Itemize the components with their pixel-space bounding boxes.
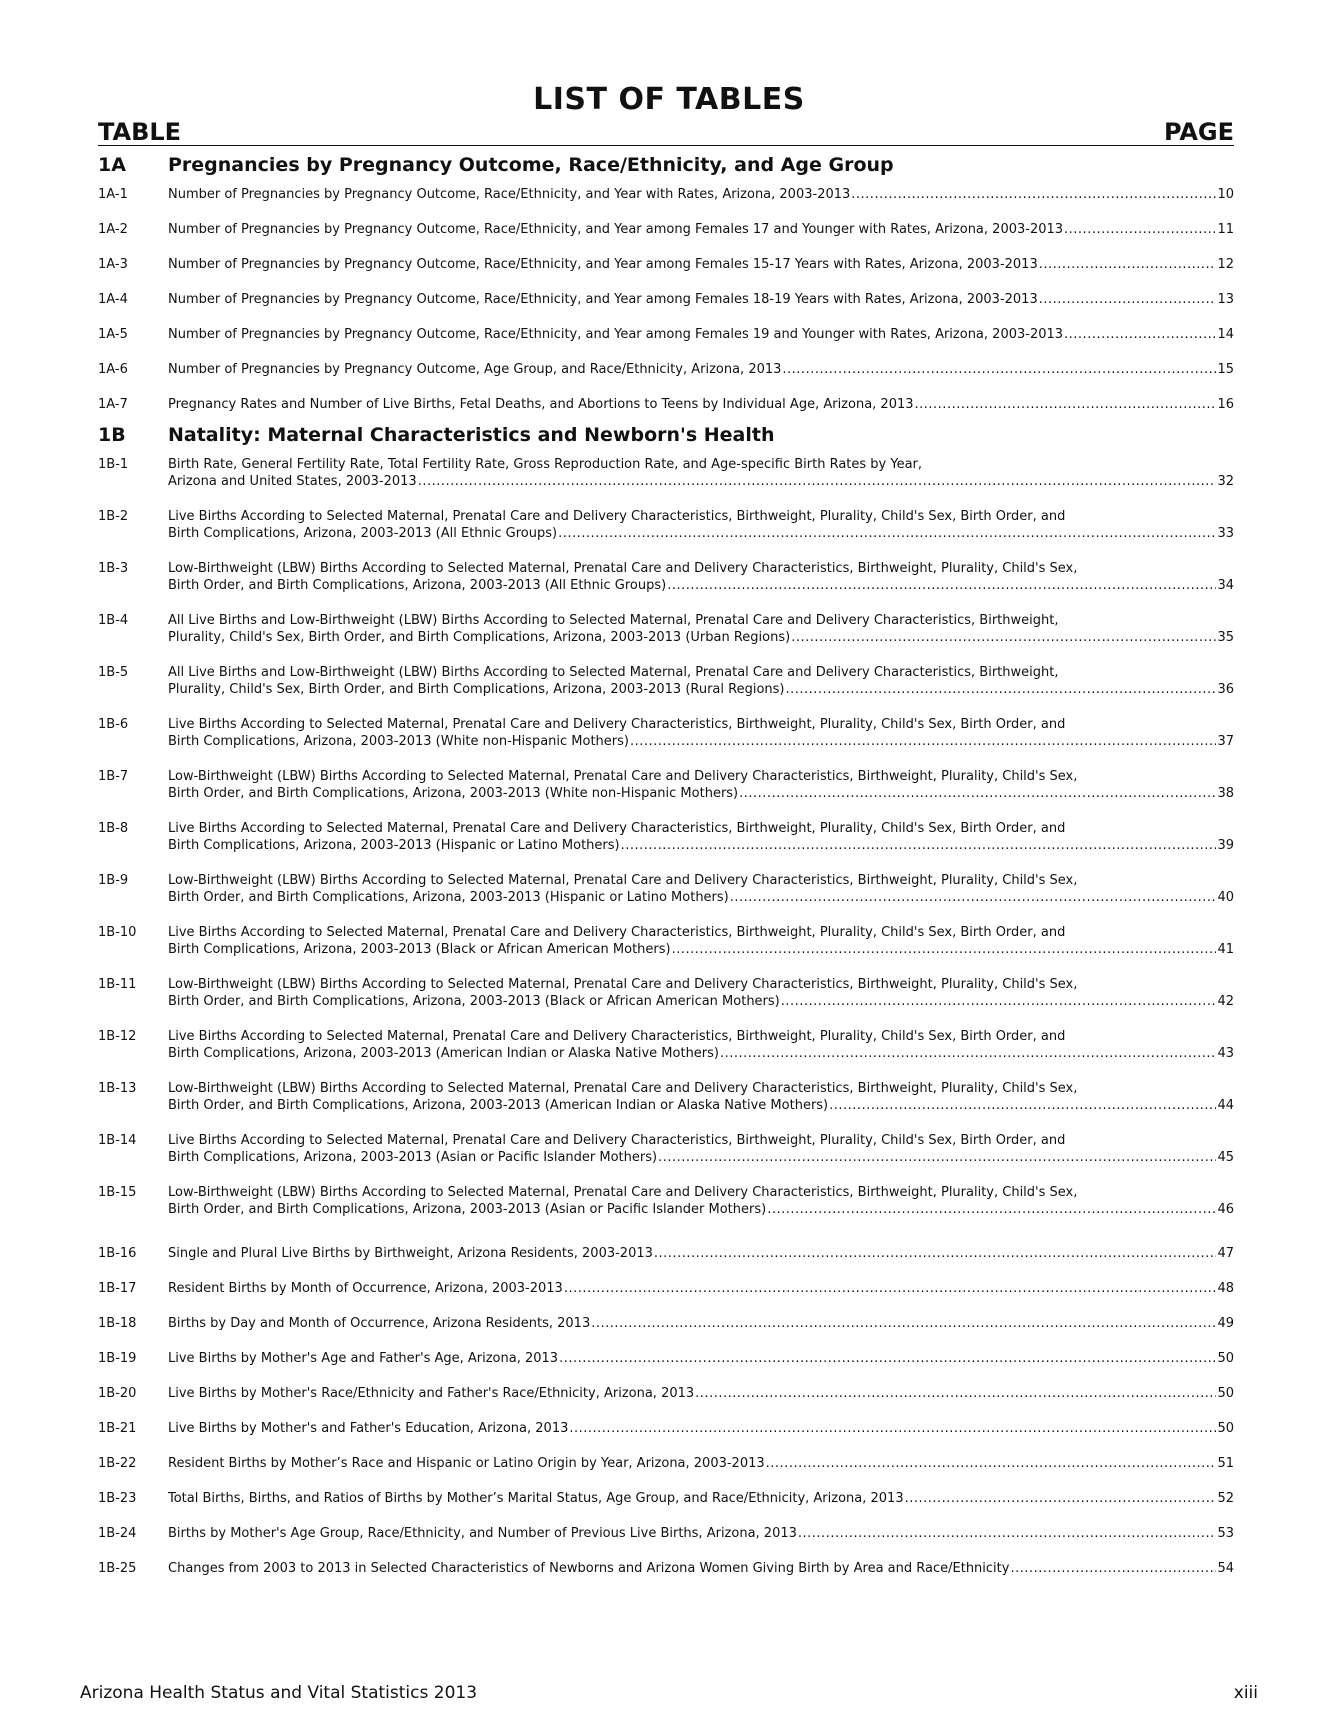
entry-page: 16 (1217, 397, 1234, 412)
dot-leader (695, 1385, 1216, 1402)
entry-title-line: Low-Birthweight (LBW) Births According to Selected Maternal, Prenatal Care and Delivery Characteristics, Birthweight, Plurality, Child's Sex, (168, 769, 1078, 784)
entry-number: 1B-23 (98, 1491, 137, 1506)
dot-leader (630, 733, 1216, 750)
section-number: 1B (98, 424, 126, 446)
dot-leader (915, 396, 1217, 413)
entry-title-line: Birth Order, and Birth Complications, Arizona, 2003-2013 (American Indian or Alaska Native Mothers) (168, 1098, 829, 1113)
entry-page: 43 (1217, 1046, 1234, 1061)
dot-leader (720, 1045, 1216, 1062)
entry-title: Number of Pregnancies by Pregnancy Outcome, Race/Ethnicity, and Year among Females 17 and Younger with Rates, Arizona, 2003-2013 (168, 222, 1064, 237)
entry-title-line: All Live Births and Low-Birthweight (LBW) Births According to Selected Maternal, Prenatal Care and Delivery Characteristics, Birthweight, (168, 665, 1059, 680)
entry-page: 46 (1217, 1202, 1234, 1217)
entry-title-line: Birth Complications, Arizona, 2003-2013 (Black or African American Mothers) (168, 942, 671, 957)
entry-number: 1B-22 (98, 1456, 137, 1471)
entry-number: 1B-10 (98, 925, 137, 940)
entry-title-line: Birth Order, and Birth Complications, Arizona, 2003-2013 (Hispanic or Latino Mothers) (168, 890, 729, 905)
entry-number: 1A-5 (98, 327, 128, 342)
dot-leader (1064, 326, 1216, 343)
entry-title-line: Low-Birthweight (LBW) Births According to Selected Maternal, Prenatal Care and Delivery Characteristics, Birthweight, Plurality, Child's Sex, (168, 873, 1078, 888)
page-title: LIST OF TABLES (533, 82, 805, 117)
entry-title: Live Births by Mother's Race/Ethnicity and Father's Race/Ethnicity, Arizona, 2013 (168, 1386, 695, 1401)
entry-page: 44 (1217, 1098, 1234, 1113)
entry-page: 37 (1217, 734, 1234, 749)
entry-title: Resident Births by Mother’s Race and Hispanic or Latino Origin by Year, Arizona, 2003-2013 (168, 1456, 765, 1471)
dot-leader (1064, 221, 1216, 238)
entry-number: 1A-1 (98, 187, 128, 202)
entry-title: Resident Births by Month of Occurrence, Arizona, 2003-2013 (168, 1281, 563, 1296)
dot-leader (730, 889, 1217, 906)
dot-leader (658, 1149, 1216, 1166)
dot-leader (767, 1201, 1216, 1218)
column-header (98, 118, 1234, 146)
entry-number: 1A-4 (98, 292, 128, 307)
footer-page-number: xiii (1233, 1683, 1258, 1703)
dot-leader (791, 629, 1216, 646)
entry-number: 1B-16 (98, 1246, 137, 1261)
entry-title-line: All Live Births and Low-Birthweight (LBW) Births According to Selected Maternal, Prenatal Care and Delivery Characteristics, Birthweight, (168, 613, 1059, 628)
entry-title-line: Birth Complications, Arizona, 2003-2013 (Hispanic or Latino Mothers) (168, 838, 620, 853)
entry-title-line: Birth Order, and Birth Complications, Arizona, 2003-2013 (White non-Hispanic Mothers) (168, 786, 739, 801)
entry-number: 1B-19 (98, 1351, 137, 1366)
section-title: Pregnancies by Pregnancy Outcome, Race/Ethnicity, and Age Group (168, 154, 894, 176)
dot-leader (905, 1490, 1217, 1507)
entry-page: 51 (1217, 1456, 1234, 1471)
entry-title-line: Live Births According to Selected Maternal, Prenatal Care and Delivery Characteristics, Birthweight, Plurality, Child's Sex, Birth Order, and (168, 925, 1066, 940)
entry-title-line: Plurality, Child's Sex, Birth Order, and Birth Complications, Arizona, 2003-2013 (Rural Regions) (168, 682, 785, 697)
entry-title-line: Birth Complications, Arizona, 2003-2013 (White non-Hispanic Mothers) (168, 734, 629, 749)
entry-title: Births by Day and Month of Occurrence, Arizona Residents, 2013 (168, 1316, 591, 1331)
entry-title-line: Birth Order, and Birth Complications, Arizona, 2003-2013 (Asian or Pacific Islander Mothers) (168, 1202, 767, 1217)
dot-leader (559, 1350, 1216, 1367)
entry-page: 36 (1217, 682, 1234, 697)
entry-title: Number of Pregnancies by Pregnancy Outcome, Age Group, and Race/Ethnicity, Arizona, 2013 (168, 362, 782, 377)
dot-leader (829, 1097, 1216, 1114)
entry-page: 35 (1217, 630, 1234, 645)
entry-title-line: Birth Complications, Arizona, 2003-2013 (American Indian or Alaska Native Mothers) (168, 1046, 719, 1061)
entry-page: 32 (1217, 474, 1234, 489)
entry-number: 1B-6 (98, 717, 129, 732)
entry-number: 1B-5 (98, 665, 129, 680)
entry-title-line: Birth Order, and Birth Complications, Arizona, 2003-2013 (All Ethnic Groups) (168, 578, 667, 593)
entry-title: Live Births by Mother's Age and Father's Age, Arizona, 2013 (168, 1351, 559, 1366)
entry-number: 1B-12 (98, 1029, 137, 1044)
entry-title: Live Births by Mother's and Father's Education, Arizona, 2013 (168, 1421, 569, 1436)
entry-title: Number of Pregnancies by Pregnancy Outcome, Race/Ethnicity, and Year among Females 18-19 Years with Rates, Arizona, 2003-2013 (168, 292, 1038, 307)
entry-title-line: Birth Complications, Arizona, 2003-2013 (All Ethnic Groups) (168, 526, 558, 541)
entry-page: 50 (1217, 1351, 1234, 1366)
entry-page: 34 (1217, 578, 1234, 593)
dot-leader (1039, 256, 1217, 273)
entry-title: Births by Mother's Age Group, Race/Ethnicity, and Number of Previous Live Births, Arizona, 2013 (168, 1526, 797, 1541)
entry-title-line: Live Births According to Selected Maternal, Prenatal Care and Delivery Characteristics, Birthweight, Plurality, Child's Sex, Birth Order, and (168, 1029, 1066, 1044)
entry-number: 1B-14 (98, 1133, 137, 1148)
table-column-label: TABLE (98, 118, 182, 146)
entry-number: 1B-9 (98, 873, 129, 888)
entry-number: 1B-25 (98, 1561, 137, 1576)
entry-page: 13 (1217, 292, 1234, 307)
entry-page: 50 (1217, 1421, 1234, 1436)
entry-page: 10 (1217, 187, 1234, 202)
entry-title-line: Low-Birthweight (LBW) Births According to Selected Maternal, Prenatal Care and Delivery Characteristics, Birthweight, Plurality, Child's Sex, (168, 977, 1078, 992)
dot-leader (739, 785, 1216, 802)
entry-number: 1A-6 (98, 362, 128, 377)
entry-title: Total Births, Births, and Ratios of Births by Mother’s Marital Status, Age Group, and Race/Ethnicity, Arizona, 2013 (168, 1491, 904, 1506)
entry-page: 50 (1217, 1386, 1234, 1401)
dot-leader (782, 361, 1216, 378)
entry-number: 1B-3 (98, 561, 129, 576)
entry-title: Number of Pregnancies by Pregnancy Outcome, Race/Ethnicity, and Year with Rates, Arizona, 2003-2013 (168, 187, 851, 202)
entry-number: 1B-4 (98, 613, 129, 628)
entry-page: 12 (1217, 257, 1234, 272)
entry-page: 47 (1217, 1246, 1234, 1261)
entry-page: 53 (1217, 1526, 1234, 1541)
entry-number: 1B-18 (98, 1316, 137, 1331)
footer-publication-title: Arizona Health Status and Vital Statistics 2013 (80, 1683, 478, 1703)
entry-number: 1B-13 (98, 1081, 137, 1096)
entry-number: 1B-1 (98, 457, 129, 472)
entry-title: Pregnancy Rates and Number of Live Births, Fetal Deaths, and Abortions to Teens by Individual Age, Arizona, 2013 (168, 397, 914, 412)
entry-title-line: Low-Birthweight (LBW) Births According to Selected Maternal, Prenatal Care and Delivery Characteristics, Birthweight, Plurality, Child's Sex, (168, 1185, 1078, 1200)
entry-page: 49 (1217, 1316, 1234, 1331)
entry-number: 1B-20 (98, 1386, 137, 1401)
entry-title: Changes from 2003 to 2013 in Selected Characteristics of Newborns and Arizona Women Giving Birth by Area and Race/Ethnicity (168, 1561, 1010, 1576)
entry-title-line: Arizona and United States, 2003-2013 (168, 474, 417, 489)
entry-number: 1B-7 (98, 769, 129, 784)
entry-page: 48 (1217, 1281, 1234, 1296)
dot-leader (1039, 291, 1217, 308)
entry-number: 1B-8 (98, 821, 129, 836)
entry-page: 15 (1217, 362, 1234, 377)
entry-title-line: Live Births According to Selected Maternal, Prenatal Care and Delivery Characteristics, Birthweight, Plurality, Child's Sex, Birth Order, and (168, 1133, 1066, 1148)
dot-leader (654, 1245, 1217, 1262)
entry-page: 14 (1217, 327, 1234, 342)
dot-leader (564, 1280, 1217, 1297)
entry-page: 39 (1217, 838, 1234, 853)
entry-number: 1A-7 (98, 397, 128, 412)
dot-leader (558, 525, 1216, 542)
entry-page: 54 (1217, 1561, 1234, 1576)
entry-page: 11 (1217, 222, 1234, 237)
entry-title-line: Birth Rate, General Fertility Rate, Total Fertility Rate, Gross Reproduction Rate, and Age-specific Birth Rates by Year, (168, 457, 923, 472)
entry-title-line: Birth Order, and Birth Complications, Arizona, 2003-2013 (Black or African American Mothers) (168, 994, 780, 1009)
dot-leader (569, 1420, 1216, 1437)
entry-page: 33 (1217, 526, 1234, 541)
page-column-label: PAGE (1163, 118, 1234, 146)
entry-number: 1A-3 (98, 257, 128, 272)
entry-page: 45 (1217, 1150, 1234, 1165)
dot-leader (766, 1455, 1217, 1472)
dot-leader (786, 681, 1217, 698)
dot-leader (781, 993, 1217, 1010)
entry-title-line: Live Births According to Selected Maternal, Prenatal Care and Delivery Characteristics, Birthweight, Plurality, Child's Sex, Birth Order, and (168, 509, 1066, 524)
entry-title-line: Birth Complications, Arizona, 2003-2013 (Asian or Pacific Islander Mothers) (168, 1150, 658, 1165)
dot-leader (672, 941, 1217, 958)
entry-page: 40 (1217, 890, 1234, 905)
dot-leader (418, 473, 1217, 490)
entry-number: 1B-21 (98, 1421, 137, 1436)
entry-title: Single and Plural Live Births by Birthweight, Arizona Residents, 2003-2013 (168, 1246, 653, 1261)
dot-leader (591, 1315, 1216, 1332)
entry-number: 1A-2 (98, 222, 128, 237)
entry-number: 1B-17 (98, 1281, 137, 1296)
dot-leader (851, 186, 1216, 203)
entry-title-line: Low-Birthweight (LBW) Births According to Selected Maternal, Prenatal Care and Delivery Characteristics, Birthweight, Plurality, Child's Sex, (168, 561, 1078, 576)
dot-leader (1010, 1560, 1216, 1577)
entry-title-line: Plurality, Child's Sex, Birth Order, and Birth Complications, Arizona, 2003-2013 (Urban Regions) (168, 630, 791, 645)
entry-title-line: Live Births According to Selected Maternal, Prenatal Care and Delivery Characteristics, Birthweight, Plurality, Child's Sex, Birth Order, and (168, 717, 1066, 732)
entry-page: 42 (1217, 994, 1234, 1009)
entry-number: 1B-15 (98, 1185, 137, 1200)
entry-number: 1B-11 (98, 977, 137, 992)
section-number: 1A (98, 154, 126, 176)
entry-page: 52 (1217, 1491, 1234, 1506)
dot-leader (667, 577, 1216, 594)
entry-number: 1B-2 (98, 509, 129, 524)
dot-leader (798, 1525, 1217, 1542)
entry-title-line: Live Births According to Selected Maternal, Prenatal Care and Delivery Characteristics, Birthweight, Plurality, Child's Sex, Birth Order, and (168, 821, 1066, 836)
entry-title: Number of Pregnancies by Pregnancy Outcome, Race/Ethnicity, and Year among Females 15-17 Years with Rates, Arizona, 2003-2013 (168, 257, 1038, 272)
dot-leader (621, 837, 1217, 854)
entry-page: 38 (1217, 786, 1234, 801)
entry-page: 41 (1217, 942, 1234, 957)
entry-title: Number of Pregnancies by Pregnancy Outcome, Race/Ethnicity, and Year among Females 19 and Younger with Rates, Arizona, 2003-2013 (168, 327, 1064, 342)
section-title: Natality: Maternal Characteristics and Newborn's Health (168, 424, 775, 446)
entry-number: 1B-24 (98, 1526, 137, 1541)
entry-title-line: Low-Birthweight (LBW) Births According to Selected Maternal, Prenatal Care and Delivery Characteristics, Birthweight, Plurality, Child's Sex, (168, 1081, 1078, 1096)
